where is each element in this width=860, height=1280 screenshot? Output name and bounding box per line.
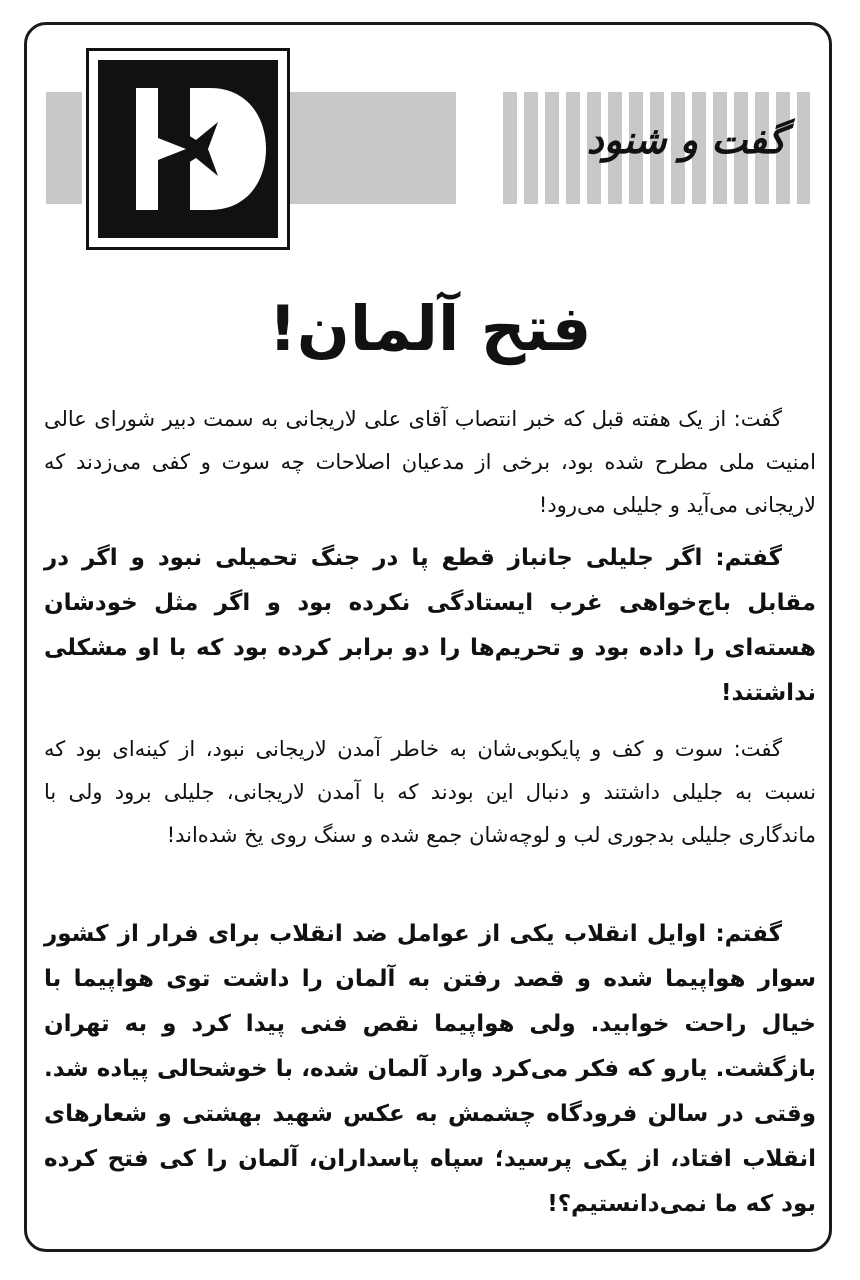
article-paragraph-4: [44, 912, 816, 1227]
article-paragraph-2: [44, 536, 816, 716]
paragraph-text: گفت: از یک هفته قبل که خبر انتصاب آقای علی لاریجانی به سمت دبیر شورای عالی امنیت ملی مطرح شده بود، برخی از مدعیان اصلاحات چه سوت و کفی می‌زدند که لاریجانی می‌آید و جلیلی می‌رود!: [44, 407, 816, 517]
headline: فتح آلمان!: [268, 292, 592, 365]
paragraph-text: گفت: سوت و کف و پایکوبی‌شان به خاطر آمدن لاریجانی نبود، از کینه‌ای بود که نسبت به جلیلی داشتند و دنبال این بودند که با آمدن لاریجانی، جلیلی برود ولی با ماندگاری جلیلی بدجوری لب و لوچه‌شان جمع شده و سنگ روی یخ شده‌اند!: [44, 737, 816, 847]
article-paragraph-1: [44, 398, 816, 527]
kayhan-logo-icon: [86, 48, 290, 250]
paragraph-text: گفتم: اوایل انقلاب یکی از عوامل ضد انقلاب برای فرار از کشور سوار هواپیما شده و قصد رفتن به آلمان را داشت توی هواپیما با خیال راحت خوابید. ولی هواپیما نقص فنی پیدا کرد و به تهران بازگشت. یارو که فکر می‌کرد وارد آلمان شده، با خوشحالی پیاده شد. وقتی در سالن فرودگاه چشمش به عکس شهید بهشتی و شعارهای انقلاب افتاد، از یکی پرسید؛ سپاه پاسداران، آلمان را کی فتح کرده بود که ما نمی‌دانستیم؟!: [44, 921, 816, 1217]
paragraph-text: گفتم: اگر جلیلی جانباز قطع پا در جنگ تحمیلی نبود و اگر در مقابل باج‌خواهی غرب ایستادگی نکرده بود و اگر مثل خودشان هسته‌ای را داده بود و تحریم‌ها را دو برابر کرده بود که با او مشکلی نداشتند!: [44, 545, 816, 706]
section-name: گفت و شنود: [586, 118, 786, 162]
article-paragraph-3: [44, 728, 816, 857]
